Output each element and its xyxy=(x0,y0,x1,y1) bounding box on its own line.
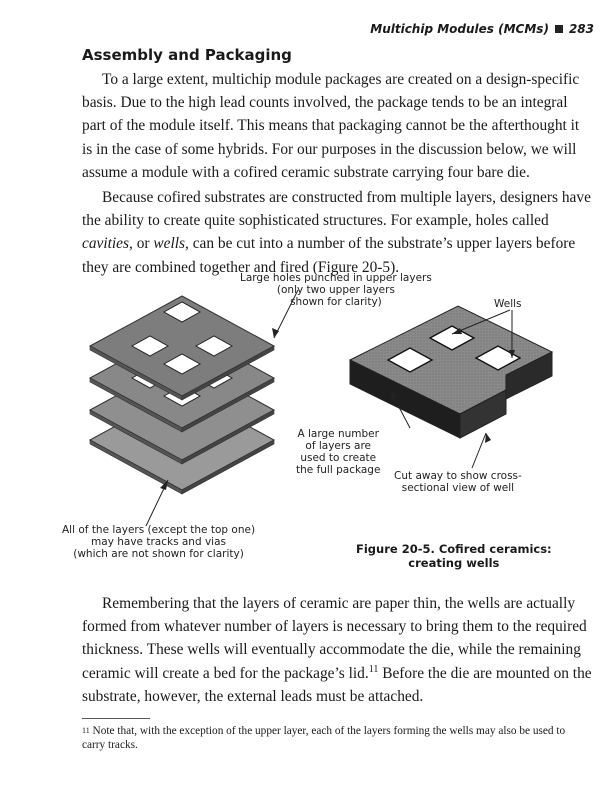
paragraph-3-text-b: Before the die are mounted on the substrate, however, the external leads must be attached. xyxy=(82,664,592,705)
term-wells: wells xyxy=(153,235,186,253)
label-layers-line-3: used to create xyxy=(300,452,377,464)
paragraph-3-text-a: Remembering that the layers of ceramic are paper thin, the wells are actually formed from whatever number of layers is necessary to bring them to the required thickness. These wells will eventually accommodate the die, while the remaining ceramic will create a bed for the package’s lid. xyxy=(82,595,587,682)
label-layers-line-2: of layers are xyxy=(305,440,371,452)
figure-caption-line-2: creating wells xyxy=(408,556,500,570)
footnote-divider xyxy=(82,718,150,719)
label-all-layers xyxy=(62,524,255,560)
substrate-block xyxy=(350,306,552,438)
paragraph-2 xyxy=(82,186,592,279)
page-number: 283 xyxy=(568,22,594,36)
paragraph-2-text-b: , can be cut into a number of the substrate’s upper layers before they are combined together and fired (Figure 20-5). xyxy=(82,235,576,276)
label-layers-line-1: A large number xyxy=(297,428,379,440)
square-bullet-icon xyxy=(555,25,563,33)
label-holes xyxy=(240,272,432,308)
running-header xyxy=(370,22,594,36)
label-layers xyxy=(296,428,380,476)
footnote xyxy=(82,724,582,752)
label-wells: Wells xyxy=(494,298,522,310)
paragraph-2-text-a: Because cofired substrates are constructed from multiple layers, designers have the ability to create quite sophisticated structures. For example, holes called xyxy=(82,189,591,230)
label-layers-line-4: the full package xyxy=(296,464,381,476)
label-all-line-3: (which are not shown for clarity) xyxy=(73,548,244,560)
paragraph-3 xyxy=(82,592,592,708)
term-cavities: cavities xyxy=(82,235,130,253)
footnote-reference[interactable]: 11 xyxy=(368,663,379,675)
label-cutaway-line-2: sectional view of well xyxy=(401,482,515,494)
figure-20-5 xyxy=(60,268,600,588)
paragraph-1-text: To a large extent, multichip module packages are created on a design-specific basis. Due to the high lead counts involved, the package tends to be an integral part of the module itself. This means that packaging cannot be the afterthought it is in the case of some hybrids. For our purposes in the discussion below, we will assume a module with a cofired ceramic substrate carrying four bare die. xyxy=(82,71,580,181)
label-cutaway xyxy=(394,470,522,494)
paragraph-2-or: , or xyxy=(129,235,154,253)
label-holes-line-3: shown for clarity) xyxy=(290,296,382,308)
figure-caption xyxy=(356,542,552,570)
paragraph-1 xyxy=(82,68,592,184)
footnote-text: Note that, with the exception of the upper layer, each of the layers forming the wells may also be used to carry tracks. xyxy=(82,725,566,751)
label-holes-line-2: (only two upper layers xyxy=(276,284,395,296)
figure-caption-line-1: Figure 20-5. Cofired ceramics: xyxy=(356,542,552,556)
label-all-line-1: All of the layers (except the top one) xyxy=(62,524,256,536)
label-cutaway-line-1: Cut away to show cross- xyxy=(394,470,522,482)
layer-stack xyxy=(90,296,274,494)
label-all-line-2: may have tracks and vias xyxy=(91,536,227,548)
footnote-number: 11 xyxy=(82,726,90,735)
label-holes-line-1: Large holes punched in upper layers xyxy=(240,272,432,284)
running-title: Multichip Modules (MCMs) xyxy=(370,22,549,36)
section-title: Assembly and Packaging xyxy=(82,46,292,64)
